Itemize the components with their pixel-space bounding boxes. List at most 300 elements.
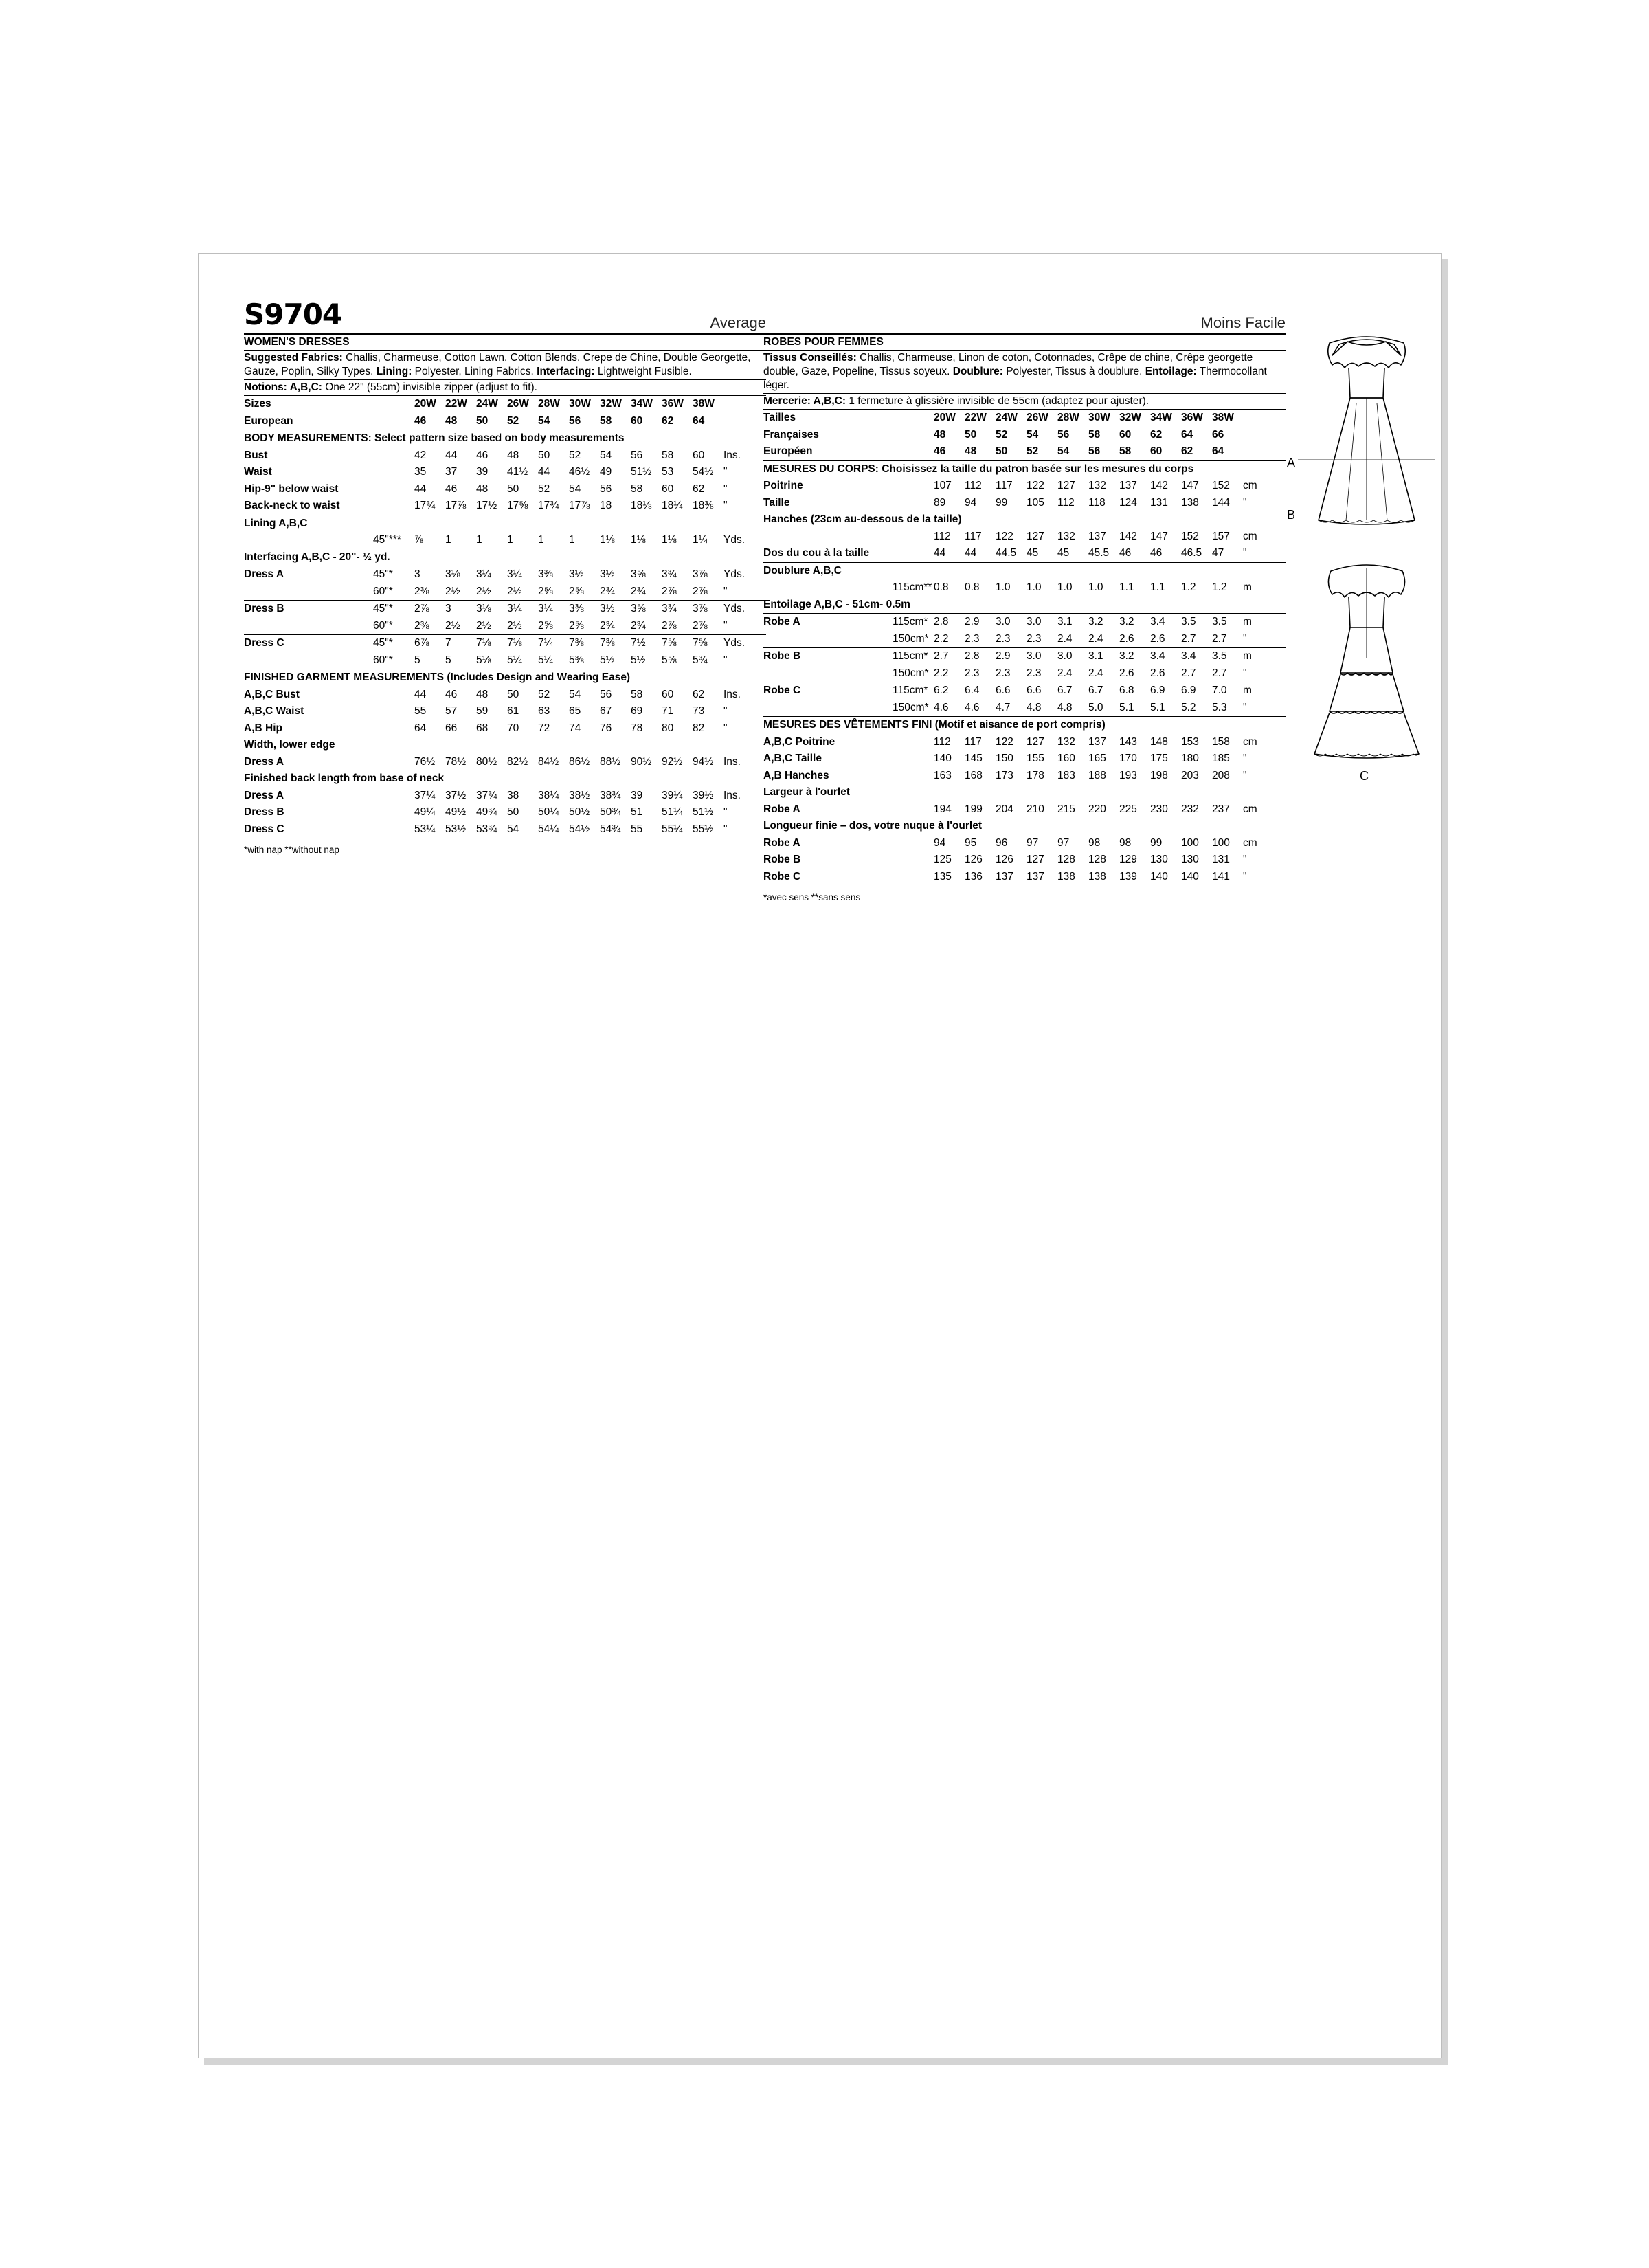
row-label: Robe C — [763, 682, 893, 700]
suggested-fabrics — [244, 351, 766, 379]
size-value: 64 — [414, 722, 427, 734]
row-label: Dress A — [244, 755, 284, 768]
size-value: 139 — [1119, 870, 1137, 882]
table-row — [244, 601, 766, 618]
size-value: 127 — [1027, 530, 1044, 542]
size-value: 3½ — [600, 601, 631, 618]
size-value: 1.0 — [1057, 581, 1073, 593]
notions-text: 1 fermeture à glissière invisible de 55cm (adaptez pour ajuster). — [846, 395, 1149, 407]
size-value: 55 — [631, 823, 643, 835]
size-value: 56 — [600, 688, 612, 700]
size-value: 2.3 — [996, 667, 1011, 679]
size-value: 128 — [1057, 854, 1075, 865]
size-value: 70 — [507, 722, 519, 734]
row-label: Largeur à l'ourlet — [763, 786, 850, 798]
size-value: 51 — [631, 806, 643, 818]
unit: Ins. — [723, 755, 741, 768]
size-value: 3½ — [569, 566, 600, 583]
notions-text: One 22" (55cm) invisible zipper (adjust to fit). — [322, 381, 537, 393]
size-value: 237 — [1212, 803, 1230, 815]
fabric-width — [373, 687, 414, 704]
size-value: 3½ — [600, 566, 631, 583]
size-value: 56 — [1057, 428, 1070, 441]
size-value: 173 — [996, 769, 1013, 781]
size-value: 117 — [996, 480, 1013, 491]
size-value: 50 — [507, 482, 519, 495]
size-value: 2.7 — [1212, 667, 1227, 679]
fabric-width: 45"* — [373, 601, 414, 618]
size-value: 0.8 — [934, 581, 949, 593]
fabrics-label: Suggested Fabrics: — [244, 352, 343, 364]
size-value: 1⅛ — [631, 534, 646, 546]
size-value: 105 — [1027, 496, 1044, 509]
size-value: 3.0 — [996, 614, 1027, 631]
size-value: 2.3 — [965, 667, 980, 679]
size-value: 7⅛ — [476, 635, 507, 652]
size-value: 198 — [1150, 769, 1168, 781]
table-row — [244, 566, 766, 583]
fabric-width — [373, 821, 414, 838]
size-value: 2.8 — [965, 648, 996, 665]
size-value: 50 — [965, 428, 977, 441]
size-value: 52 — [569, 449, 581, 461]
size-value: 2⅝ — [569, 585, 584, 597]
size-value: 62 — [693, 482, 705, 495]
unit: " — [723, 585, 728, 597]
section-heading: MESURES DES VÊTEMENTS FINI (Motif et aisance de port compris) — [763, 717, 1286, 734]
size-value: 59 — [476, 705, 489, 717]
size-value: 44 — [445, 449, 458, 461]
fabric-width: 115cm** — [893, 581, 932, 593]
size-value: 0.8 — [965, 581, 980, 593]
size-value: 112 — [934, 735, 951, 748]
size-value: 38W — [1212, 410, 1243, 427]
size-value: 2½ — [445, 619, 460, 632]
size-value: 5.0 — [1088, 701, 1103, 713]
size-value: 143 — [1119, 735, 1137, 748]
size-value: 58 — [600, 414, 612, 427]
size-value: 2.8 — [934, 614, 965, 631]
row-label — [763, 665, 893, 682]
size-value: 50 — [507, 688, 519, 700]
size-value: 22W — [445, 396, 476, 413]
size-value: 144 — [1212, 496, 1230, 509]
row-label: A,B,C Taille — [763, 753, 822, 764]
size-value: 48 — [476, 482, 489, 495]
size-value: 117 — [965, 530, 982, 542]
size-value: 39¼ — [662, 789, 683, 801]
unit: " — [1243, 632, 1247, 645]
size-value: 2.7 — [934, 648, 965, 665]
size-value: 117 — [965, 735, 982, 748]
size-value: 26W — [507, 396, 538, 413]
size-value: 6.6 — [996, 682, 1027, 700]
size-value: 64 — [1181, 428, 1193, 441]
size-value: 2.2 — [934, 632, 949, 645]
row-label: Hip-9" below waist — [244, 482, 339, 495]
size-value: 203 — [1181, 769, 1199, 781]
fabric-width — [893, 495, 934, 512]
size-value: 3.0 — [1027, 614, 1057, 631]
table-row — [244, 703, 766, 720]
size-value: 60 — [631, 414, 643, 427]
table-row — [763, 869, 1286, 886]
size-value: 32W — [1119, 410, 1150, 427]
size-value: 194 — [934, 803, 952, 815]
size-value: 163 — [934, 769, 952, 781]
size-value: 3⅜ — [538, 566, 569, 583]
size-value: 39 — [476, 466, 489, 478]
unit: cm — [1243, 530, 1257, 542]
size-value: 2.6 — [1119, 632, 1134, 645]
size-value: 225 — [1119, 803, 1137, 815]
size-value: 1 — [538, 534, 544, 546]
size-value: 37 — [445, 466, 458, 478]
size-value: 76 — [600, 722, 612, 734]
size-value: 90½ — [631, 755, 652, 768]
row-label: Dress A — [244, 789, 284, 801]
size-value: 193 — [1119, 769, 1137, 781]
size-value: 56 — [600, 482, 612, 495]
size-value: 34W — [631, 396, 662, 413]
unit: " — [723, 619, 728, 632]
size-value: 18¼ — [662, 500, 683, 511]
interfacing-label: Interfacing: — [537, 366, 595, 377]
size-value: 72 — [538, 722, 550, 734]
size-value: 5 — [445, 654, 451, 666]
row-label — [244, 652, 373, 669]
size-value: 37¼ — [414, 789, 436, 801]
size-value: 6.9 — [1181, 682, 1212, 700]
size-value: 48 — [507, 449, 519, 461]
row-label: A,B,C Bust — [244, 688, 300, 700]
size-value: 2.6 — [1150, 667, 1165, 679]
size-value: 36W — [1181, 410, 1212, 427]
size-value: 3.4 — [1150, 614, 1181, 631]
size-value: 38¾ — [600, 789, 621, 801]
size-value: 80½ — [476, 755, 497, 768]
table-row — [763, 665, 1286, 682]
size-value: 1.2 — [1181, 581, 1196, 593]
unit: " — [1243, 496, 1247, 509]
size-value: 66 — [445, 722, 458, 734]
fabric-width — [373, 703, 414, 720]
size-value: 142 — [1119, 530, 1137, 542]
table-row — [244, 669, 766, 687]
size-value: 96 — [996, 836, 1008, 849]
size-value: 41½ — [507, 466, 528, 478]
size-value: 1 — [445, 534, 451, 546]
size-value: 3⅞ — [693, 601, 723, 618]
row-label: Dos du cou à la taille — [763, 547, 870, 559]
row-label: Robe C — [763, 870, 801, 882]
unit: m — [1243, 581, 1252, 593]
size-value: 46.5 — [1181, 547, 1202, 559]
size-value: 7.0 — [1212, 682, 1243, 700]
size-value: 28W — [538, 396, 569, 413]
size-value: 2⅞ — [414, 601, 445, 618]
pattern-envelope-back — [198, 253, 1442, 2058]
row-label: Robe B — [763, 648, 893, 665]
size-value: 54 — [569, 482, 581, 495]
size-value: 1.1 — [1150, 581, 1165, 593]
unit: " — [723, 705, 728, 717]
unit — [723, 396, 766, 413]
size-value: 2.7 — [1181, 667, 1196, 679]
unit: " — [1243, 667, 1247, 679]
size-value: 6.6 — [1027, 682, 1057, 700]
size-value: 204 — [996, 803, 1013, 815]
unit: m — [1243, 682, 1286, 700]
size-value: 2⅞ — [693, 585, 708, 597]
table-row — [763, 545, 1286, 562]
row-label: Finished back length from base of neck — [244, 772, 445, 784]
fabric-width — [373, 464, 414, 481]
unit: cm — [1243, 803, 1257, 815]
size-value: ⅞ — [414, 534, 423, 546]
section-title: ROBES POUR FEMMES — [763, 336, 884, 348]
row-label: A,B,C Poitrine — [763, 735, 835, 748]
section-heading: MESURES DU CORPS: Choisissez la taille du patron basée sur les mesures du corps — [763, 460, 1286, 478]
size-value: 62 — [662, 414, 674, 427]
size-value: 46 — [414, 414, 427, 427]
size-value: 84½ — [538, 755, 559, 768]
size-value: 4.6 — [965, 701, 980, 713]
row-label: Sizes — [244, 396, 373, 413]
size-value: 99 — [996, 496, 1008, 509]
size-value: 3⅜ — [569, 601, 600, 618]
size-value: 130 — [1181, 854, 1199, 865]
fabric-width: 115cm* — [893, 648, 934, 665]
size-value: 4.8 — [1027, 701, 1042, 713]
table-row — [763, 631, 1286, 648]
fabric-width — [893, 801, 934, 819]
size-value: 3.4 — [1150, 648, 1181, 665]
fabric-width: 115cm* — [893, 614, 934, 631]
english-column — [244, 298, 766, 855]
size-value: 6.8 — [1119, 682, 1150, 700]
size-value: 3¾ — [662, 601, 693, 618]
table-row — [244, 770, 766, 788]
size-value: 132 — [1057, 735, 1075, 748]
size-value: 3.0 — [1057, 648, 1088, 665]
row-label: Robe A — [763, 836, 800, 849]
size-value: 46 — [1150, 547, 1163, 559]
size-value: 44 — [538, 466, 550, 478]
unit: " — [723, 500, 728, 511]
size-value: 142 — [1150, 480, 1168, 491]
size-value: 210 — [1027, 803, 1044, 815]
size-value: 3.1 — [1057, 614, 1088, 631]
size-value: 50¼ — [538, 806, 559, 818]
size-value: 140 — [1150, 870, 1168, 882]
size-value: 44 — [934, 547, 946, 559]
size-value: 52 — [1027, 445, 1039, 457]
row-label: Dress C — [244, 635, 373, 652]
size-value: 48 — [476, 688, 489, 700]
size-value: 4.7 — [996, 701, 1011, 713]
size-value: 46 — [476, 449, 489, 461]
size-value: 5.1 — [1119, 701, 1134, 713]
size-value: 5.2 — [1181, 701, 1196, 713]
size-value: 1⅛ — [662, 534, 677, 546]
unit: " — [1243, 769, 1247, 781]
table-row — [763, 852, 1286, 869]
unit: cm — [1243, 836, 1257, 849]
size-value: 2.3 — [965, 632, 980, 645]
size-value: 5¼ — [507, 654, 522, 666]
row-label: Robe B — [763, 854, 801, 865]
size-value: 137 — [1119, 480, 1137, 491]
size-value: 49 — [600, 466, 612, 478]
table-row — [763, 784, 1286, 801]
size-value: 137 — [1088, 735, 1106, 748]
size-value: 38¼ — [538, 789, 559, 801]
size-value: 122 — [996, 735, 1013, 748]
french-header — [763, 307, 1286, 333]
section-heading: Lining A,B,C — [244, 515, 766, 532]
size-value: 56 — [631, 449, 643, 461]
size-value: 69 — [631, 705, 643, 717]
size-value: 130 — [1150, 854, 1168, 865]
size-value: 7½ — [631, 635, 662, 652]
size-value: 112 — [965, 480, 982, 491]
size-value: 39½ — [693, 789, 714, 801]
row-label: Taille — [763, 496, 790, 509]
size-value: 99 — [1150, 836, 1163, 849]
dress-back-sketch — [1298, 548, 1435, 768]
size-value: 5.3 — [1212, 701, 1227, 713]
size-value: 153 — [1181, 735, 1199, 748]
table-row — [244, 754, 766, 771]
size-value: 46 — [934, 445, 946, 457]
size-value: 137 — [1088, 530, 1106, 542]
difficulty-level: Average — [710, 314, 766, 331]
view-c-label: C — [1360, 769, 1369, 783]
size-value: 7⅜ — [569, 635, 600, 652]
size-value: 1.1 — [1119, 581, 1134, 593]
size-value: 38W — [693, 396, 723, 413]
fabric-width — [893, 443, 934, 460]
size-value: 52 — [507, 414, 519, 427]
size-value: 2⅝ — [569, 619, 584, 632]
size-value: 46 — [445, 482, 458, 495]
size-value: 54 — [1057, 445, 1070, 457]
size-value: 232 — [1181, 803, 1199, 815]
table-row — [763, 495, 1286, 512]
size-value: 94 — [934, 836, 946, 849]
row-label: Poitrine — [763, 480, 803, 491]
size-value: 54 — [1027, 428, 1039, 441]
size-value: 56 — [569, 414, 581, 427]
size-value: 152 — [1181, 530, 1199, 542]
row-label: A,B Hip — [244, 722, 282, 734]
size-value: 131 — [1150, 496, 1168, 509]
size-value: 178 — [1027, 769, 1044, 781]
size-value: 48 — [965, 445, 977, 457]
row-label: Dress B — [244, 806, 284, 818]
table-row — [763, 410, 1286, 427]
size-value: 71 — [662, 705, 674, 717]
size-value: 49½ — [445, 806, 467, 818]
size-value: 98 — [1119, 836, 1132, 849]
size-value: 62 — [1181, 445, 1193, 457]
size-value: 2½ — [507, 585, 522, 597]
size-value: 24W — [996, 410, 1027, 427]
row-label — [763, 631, 893, 648]
unit: " — [1243, 753, 1247, 764]
size-value: 36W — [662, 396, 693, 413]
size-value: 188 — [1088, 769, 1106, 781]
size-value: 64 — [693, 414, 705, 427]
fabric-width: 150cm* — [893, 701, 929, 713]
size-value: 44 — [414, 482, 427, 495]
size-value: 2.4 — [1088, 667, 1103, 679]
table-row — [763, 751, 1286, 768]
size-value: 1¼ — [693, 534, 708, 546]
size-value: 2⅜ — [414, 585, 429, 597]
size-value: 66 — [1212, 428, 1224, 441]
unit: " — [723, 806, 728, 818]
unit: Yds. — [723, 566, 766, 583]
table-row — [244, 549, 766, 566]
size-value: 97 — [1057, 836, 1070, 849]
size-value: 132 — [1088, 480, 1106, 491]
fabric-width — [893, 545, 934, 562]
fabric-width — [893, 869, 934, 886]
size-value: 62 — [693, 688, 705, 700]
size-value: 95 — [965, 836, 977, 849]
size-value: 74 — [569, 722, 581, 734]
size-value: 58 — [1119, 445, 1132, 457]
size-value: 53¾ — [476, 823, 497, 835]
size-value: 122 — [996, 530, 1013, 542]
fabric-width: 45"*** — [373, 534, 401, 546]
size-value: 54 — [569, 688, 581, 700]
table-row — [763, 529, 1286, 546]
fabric-width — [373, 720, 414, 737]
size-value: 54 — [538, 414, 550, 427]
row-label: Bust — [244, 449, 268, 461]
size-value: 18⅜ — [693, 500, 714, 511]
size-value: 55 — [414, 705, 427, 717]
size-value: 5 — [414, 654, 420, 666]
size-value: 3⅝ — [631, 566, 662, 583]
size-value: 64 — [1212, 445, 1224, 457]
size-value: 3¼ — [538, 601, 569, 618]
footnote: *with nap **without nap — [244, 845, 339, 855]
size-value: 46½ — [569, 466, 590, 478]
fabric-width — [893, 751, 934, 768]
size-value: 17½ — [476, 500, 497, 511]
table-row — [763, 460, 1286, 478]
size-value: 2.7 — [1181, 632, 1196, 645]
size-value: 26W — [1027, 410, 1057, 427]
table-row — [244, 737, 766, 754]
size-value: 3¼ — [507, 566, 538, 583]
dress-front-sketch — [1298, 314, 1435, 534]
table-row — [244, 498, 766, 515]
size-value: 2¾ — [631, 585, 646, 597]
size-value: 3.2 — [1119, 614, 1150, 631]
size-value: 4.8 — [1057, 701, 1073, 713]
row-label: Dress C — [244, 823, 284, 835]
size-value: 52 — [996, 428, 1008, 441]
section-heading: FINISHED GARMENT MEASUREMENTS (Includes Design and Wearing Ease) — [244, 669, 766, 687]
size-value: 126 — [996, 854, 1013, 865]
size-value: 3.4 — [1181, 648, 1212, 665]
size-value: 157 — [1212, 530, 1230, 542]
